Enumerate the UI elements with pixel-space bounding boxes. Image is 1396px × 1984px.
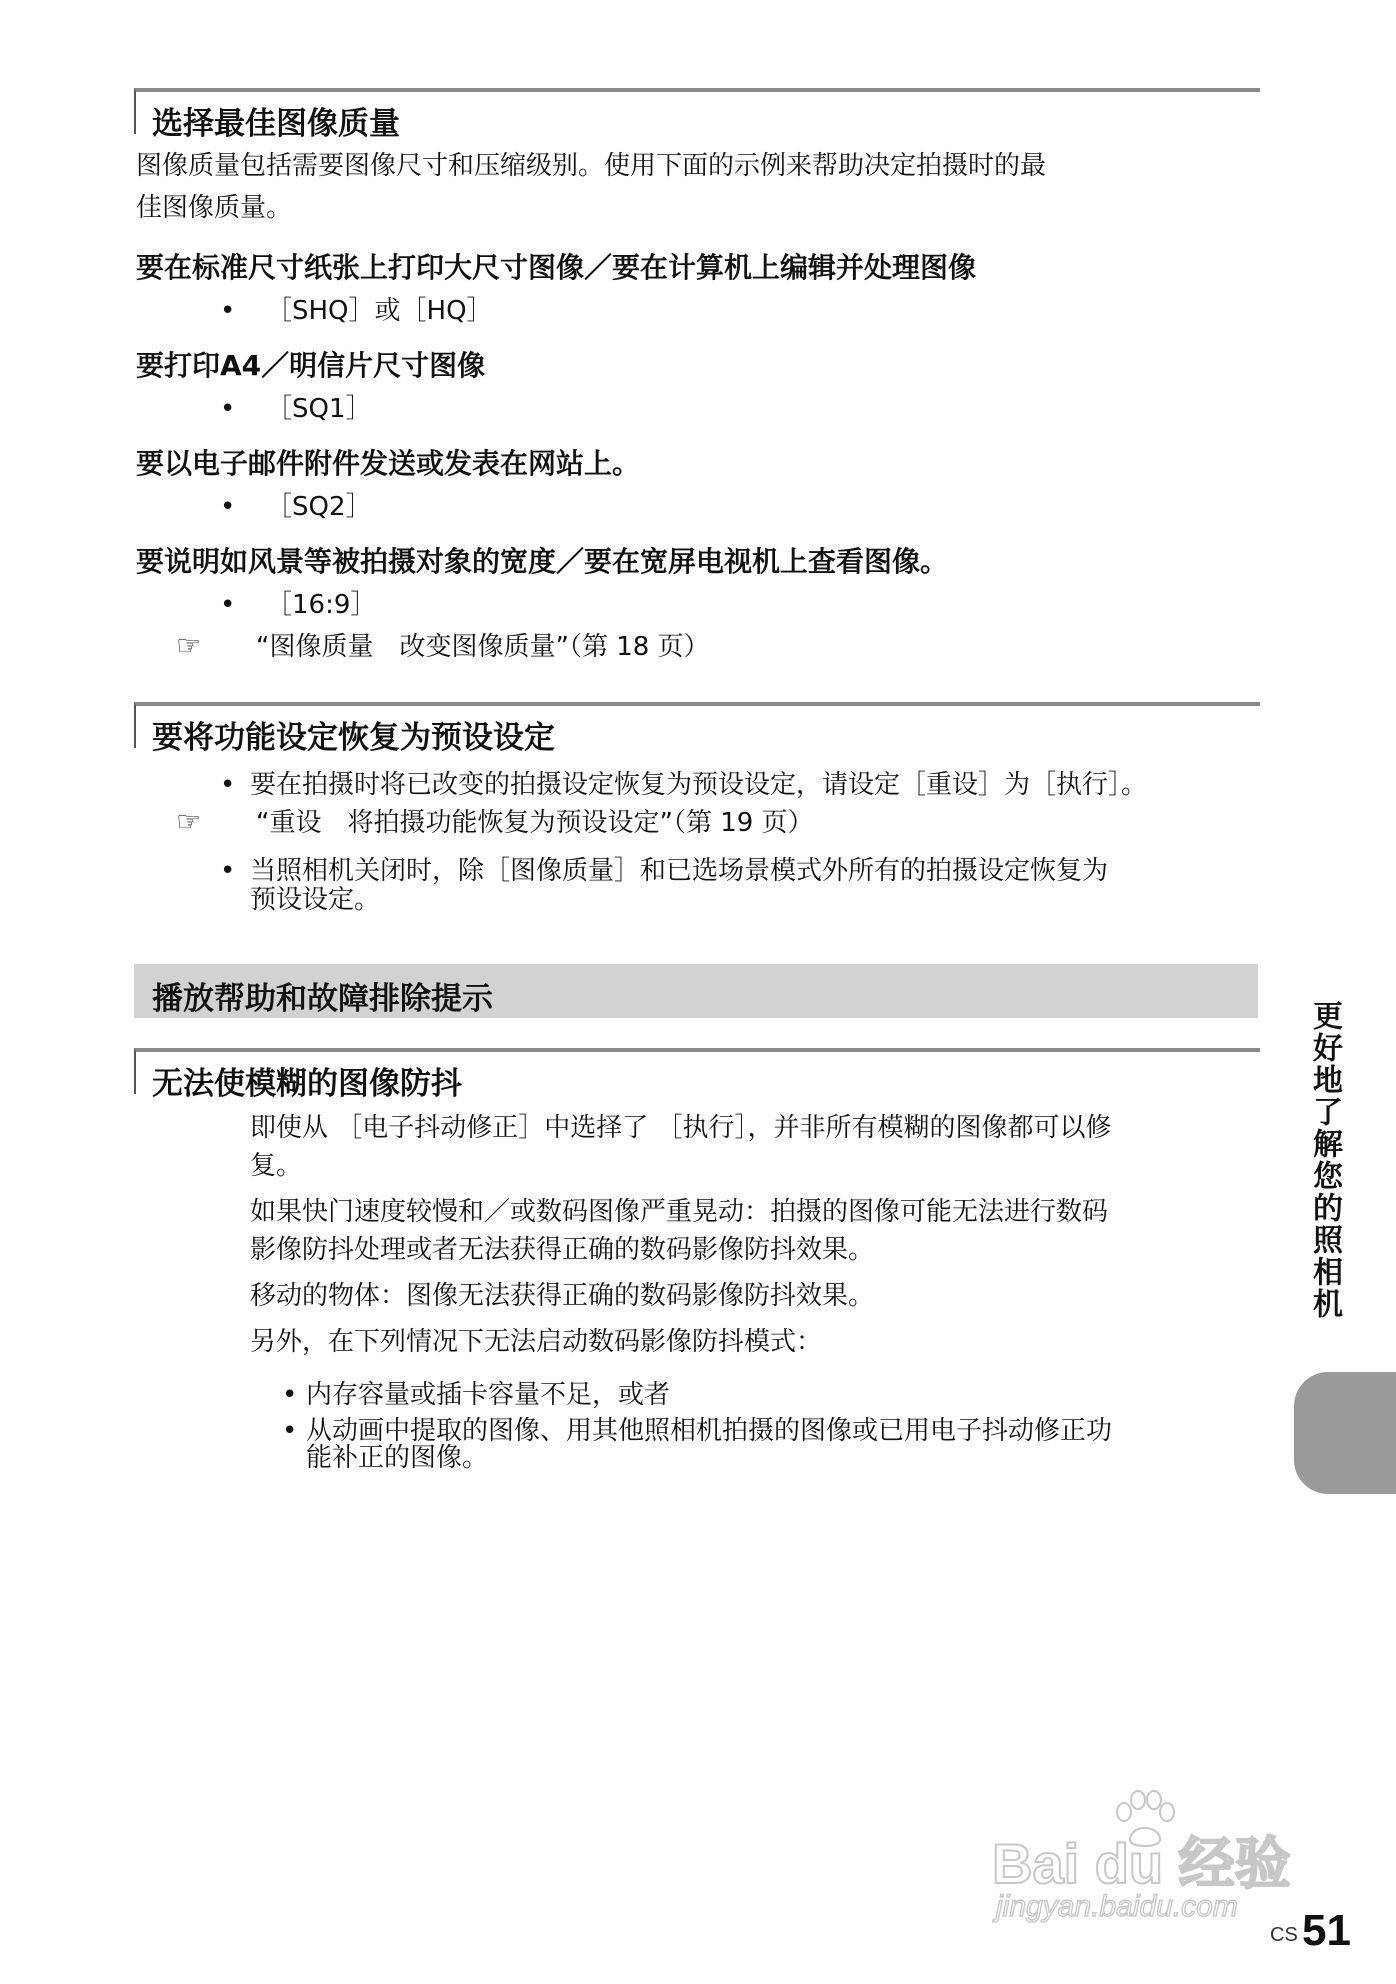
reset-bullet-2: • 当照相机关闭时，除［图像质量］和已选场景模式外所有的拍摄设定恢复为 [220,856,1109,886]
intro-line-2: 佳图像质量。 [136,193,293,223]
usage-bullet-2: • ［SQ1］ [220,394,372,424]
page-number: 51 [1302,1906,1351,1955]
stab-bullet-1: • 内存容量或插卡容量不足，或者 [282,1380,671,1410]
stab-para-3: 移动的物体：图像无法获得正确的数码影像防抖效果。 [250,1281,875,1311]
section-title: 要将功能设定恢复为预设设定 [152,720,555,756]
pointing-hand-icon: ☞ [176,629,202,662]
chapter-thumb-tab [1294,1372,1396,1494]
stab-para-1-line-2: 复。 [250,1151,303,1181]
watermark-text: Bai du 经验 [992,1832,1291,1895]
usage-heading-2: 要打印A4／明信片尺寸图像 [136,349,486,382]
section-header-reset [134,702,1260,756]
page-reference: ☞ “图像质量 改变图像质量”（第 18 页） [176,629,710,662]
watermark-url: jingyan.baidu.com [996,1890,1238,1923]
usage-bullet-3: • ［SQ2］ [220,492,372,522]
stab-para-1-line-1: 即使从 ［电子抖动修正］中选择了 ［执行］，并非所有模糊的图像都可以修 [250,1113,1112,1143]
side-chapter-label: 更好地了解您的照相机 [1307,1000,1342,1320]
stab-para-4: 另外，在下列情况下无法启动数码影像防抖模式： [250,1327,823,1357]
section-header-image-quality [134,88,1260,142]
section-title: 选择最佳图像质量 [152,106,400,142]
language-code: CS [1270,1924,1298,1946]
band-title: 播放帮助和故障排除提示 [152,981,493,1017]
page-reference: ☞ “重设 将拍摄功能恢复为预设设定”（第 19 页） [176,805,814,838]
stab-bullet-2-cont: 能补正的图像。 [306,1443,489,1473]
stab-para-2-line-1: 如果快门速度较慢和／或数码图像严重晃动：拍摄的图像可能无法进行数码 [250,1197,1109,1227]
stab-para-2-line-2: 影像防抖处理或者无法获得正确的数码影像防抖效果。 [250,1235,875,1265]
stab-bullet-2: • 从动画中提取的图像、用其他照相机拍摄的图像或已用电子抖动修正功 [282,1416,1113,1446]
section-header-stabilization [134,1048,1260,1102]
intro-line-1: 图像质量包括需要图像尺寸和压缩级别。使用下面的示例来帮助决定拍摄时的最 [136,151,1047,181]
chapter-band [134,964,1258,1018]
baidu-watermark [992,1790,1312,1930]
reset-bullet-2-cont: 预设设定。 [250,885,381,915]
usage-bullet-1: • ［SHQ］或［HQ］ [220,296,493,326]
usage-bullet-4: • ［16:9］ [220,590,377,620]
pointing-hand-icon: ☞ [176,805,202,838]
reset-bullet-1: • 要在拍摄时将已改变的拍摄设定恢复为预设设定，请设定［重设］为［执行］。 [220,770,1148,800]
usage-heading-3: 要以电子邮件附件发送或发表在网站上。 [136,447,641,480]
usage-heading-1: 要在标准尺寸纸张上打印大尺寸图像／要在计算机上编辑并处理图像 [136,251,977,284]
usage-heading-4: 要说明如风景等被拍摄对象的宽度／要在宽屏电视机上查看图像。 [136,545,949,578]
section-title: 无法使模糊的图像防抖 [152,1066,462,1102]
